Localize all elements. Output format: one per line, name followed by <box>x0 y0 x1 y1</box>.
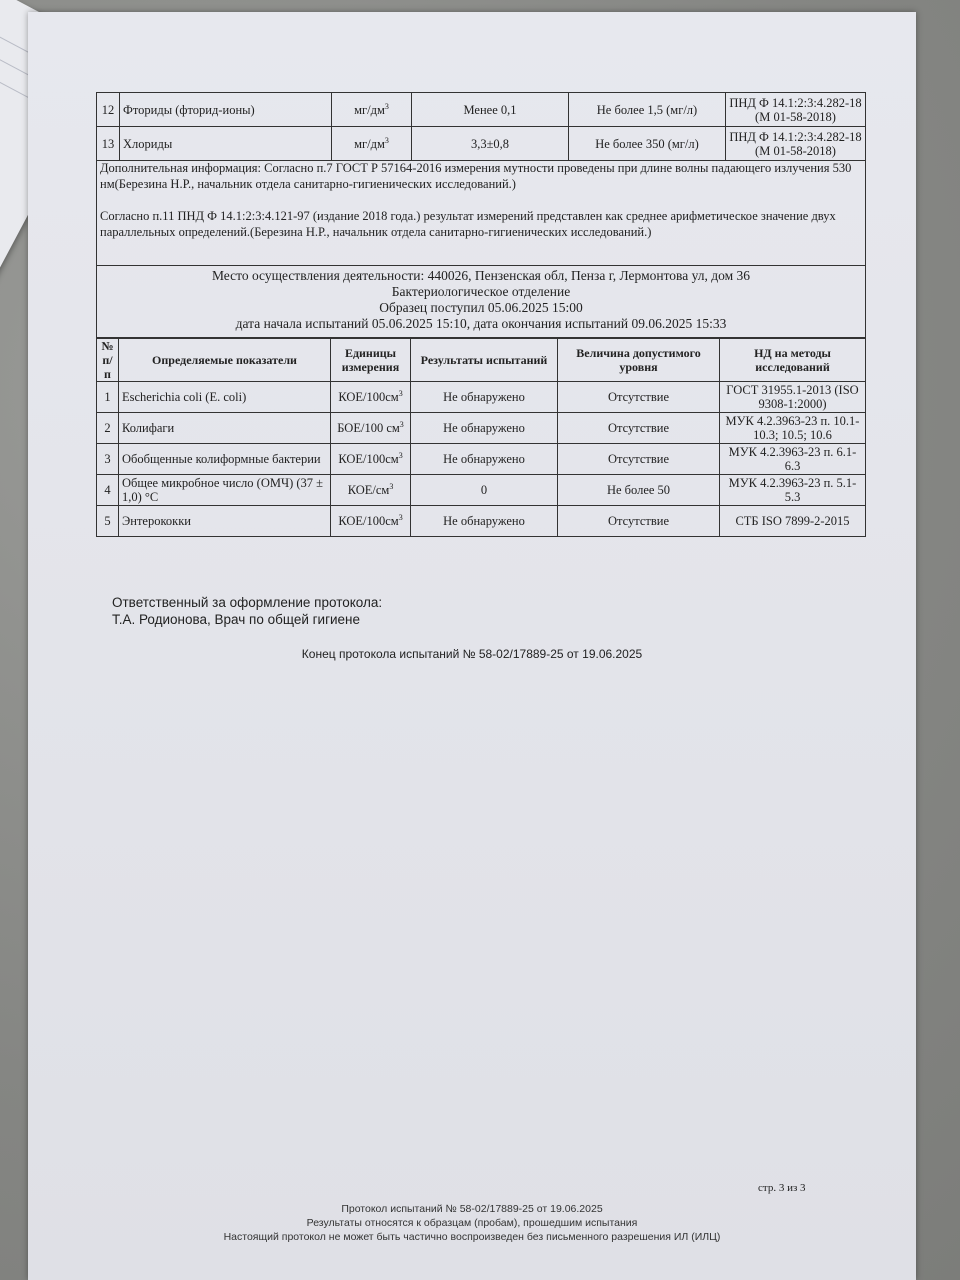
additional-info <box>96 158 866 266</box>
table-row <box>97 444 866 475</box>
footer-copy-note: Настоящий протокол не может быть частично воспроизведен без письменного разрешения ИЛ (ИЛЦ) <box>223 1231 721 1243</box>
result: Не обнаружено <box>411 444 558 475</box>
footer-results-note: Результаты относятся к образцам (пробам), прошедшим испытания <box>306 1217 638 1229</box>
table-row <box>97 475 866 506</box>
row-number: 3 <box>97 444 119 475</box>
page-number: стр. 3 из 3 <box>758 1182 806 1194</box>
method: МУК 4.2.3963-23 п. 10.1-10.3; 10.5; 10.6 <box>720 413 866 444</box>
indicator-name: Колифаги <box>119 413 331 444</box>
chemistry-table <box>96 92 866 161</box>
limit: Не более 1,5 (мг/л) <box>569 93 726 127</box>
limit: Не более 50 <box>558 475 720 506</box>
info-paragraph: Согласно п.11 ПНД Ф 14.1:2:3:4.121-97 (издание 2018 года.) результат измерений представлен как среднее арифметическое значение двух параллельных определений.(Березина Н.Р., начальник отдела санитарно-гигиенических исследований.) <box>100 209 836 239</box>
result: 3,3±0,8 <box>412 127 569 161</box>
place-block <box>96 266 866 338</box>
result: Не обнаружено <box>411 506 558 537</box>
row-number: 4 <box>97 475 119 506</box>
indicator-name: Общее микробное число (ОМЧ) (37 ± 1,0) °С <box>119 475 331 506</box>
header-method: НД на методы исследований <box>720 339 866 382</box>
table-row <box>97 506 866 537</box>
responsible-person: Т.А. Родионова, Врач по общей гигиене <box>112 612 361 627</box>
unit: $мг/дм^3$ <box>332 127 412 161</box>
place-address: Место осуществления деятельности: 440026, Пензенская обл, Пенза г, Лермонтова ул, дом 36 <box>211 268 751 283</box>
header-num: № п/п <box>97 339 119 382</box>
footer-protocol: Протокол испытаний № 58-02/17889-25 от 19.06.2025 <box>341 1203 603 1215</box>
indicator-name: Энтерококки <box>119 506 331 537</box>
limit: Отсутствие <box>558 444 720 475</box>
info-paragraph: Дополнительная информация: Согласно п.7 ГОСТ Р 57164-2016 измерения мутности проведены при длине волны падающего излучения 530 нм(Березина Н.Р., начальник отдела санитарно-гигиенических исследований.) <box>100 161 852 191</box>
department: Бактериологическое отделение <box>391 284 571 299</box>
limit: Отсутствие <box>558 382 720 413</box>
result: Не обнаружено <box>411 382 558 413</box>
indicator-name: Хлориды <box>120 127 332 161</box>
page-footer <box>28 1202 916 1244</box>
test-dates: дата начала испытаний 05.06.2025 15:10, дата окончания испытаний 09.06.2025 15:33 <box>235 316 727 331</box>
indicator-name: Обобщенные колиформные бактерии <box>119 444 331 475</box>
table-header-row <box>97 339 866 382</box>
result: Менее 0,1 <box>412 93 569 127</box>
indicator-name: Escherichia coli (E. coli) <box>119 382 331 413</box>
limit: Отсутствие <box>558 506 720 537</box>
result: Не обнаружено <box>411 413 558 444</box>
row-number: 12 <box>97 93 120 127</box>
unit: БОЕ/100 $см^3$ <box>331 413 411 444</box>
indicator-name: Фториды (фторид-ионы) <box>120 93 332 127</box>
row-number: 13 <box>97 127 120 161</box>
table-row <box>97 382 866 413</box>
limit: Отсутствие <box>558 413 720 444</box>
responsible-label: Ответственный за оформление протокола: <box>112 595 383 610</box>
result: 0 <box>411 475 558 506</box>
method: ПНД Ф 14.1:2:3:4.282-18 (М 01-58-2018) <box>726 127 866 161</box>
document-page <box>28 12 916 1280</box>
table-row <box>97 413 866 444</box>
unit: КОЕ/$100см^3$ <box>331 444 411 475</box>
header-name: Определяемые показатели <box>119 339 331 382</box>
method: ГОСТ 31955.1-2013 (ISO 9308-1:2000) <box>720 382 866 413</box>
header-result: Результаты испытаний <box>411 339 558 382</box>
row-number: 2 <box>97 413 119 444</box>
unit: КОЕ/$см^3$ <box>331 475 411 506</box>
method: ПНД Ф 14.1:2:3:4.282-18 (М 01-58-2018) <box>726 93 866 127</box>
method: МУК 4.2.3963-23 п. 5.1-5.3 <box>720 475 866 506</box>
table-row <box>97 93 866 127</box>
method: МУК 4.2.3963-23 п. 6.1-6.3 <box>720 444 866 475</box>
unit: КОЕ/$100см^3$ <box>331 506 411 537</box>
bacteriology-table <box>96 338 866 537</box>
method: СТБ ISO 7899-2-2015 <box>720 506 866 537</box>
protocol-end: Конец протокола испытаний № 58-02/17889-25 от 19.06.2025 <box>301 647 643 661</box>
header-limit: Величина допустимого уровня <box>558 339 720 382</box>
responsible-block <box>112 594 382 628</box>
unit: КОЕ/$100см^3$ <box>331 382 411 413</box>
sample-received: Образец поступил 05.06.2025 15:00 <box>379 300 583 315</box>
row-number: 5 <box>97 506 119 537</box>
header-unit: Единицы измерения <box>331 339 411 382</box>
row-number: 1 <box>97 382 119 413</box>
limit: Не более 350 (мг/л) <box>569 127 726 161</box>
table-row <box>97 127 866 161</box>
unit: $мг/дм^3$ <box>332 93 412 127</box>
